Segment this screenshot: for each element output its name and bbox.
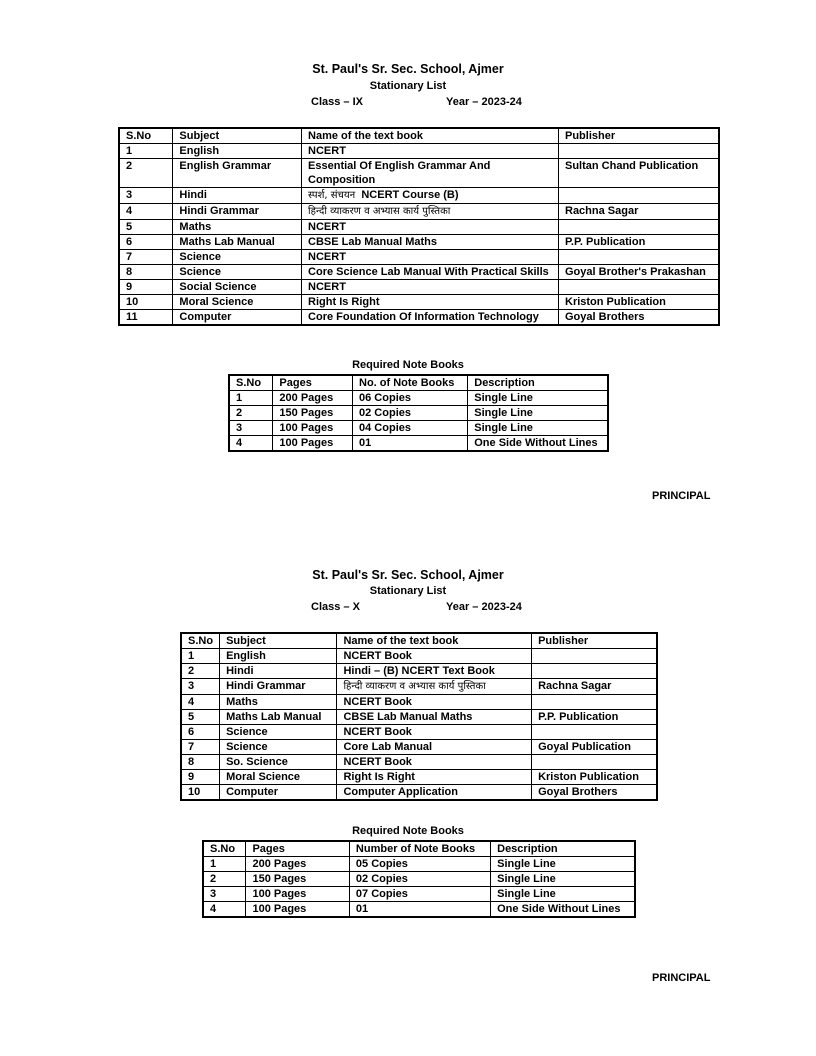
cell-textbook bbox=[302, 235, 559, 250]
cell-subject: Maths bbox=[173, 220, 302, 235]
cell-description: One Side Without Lines bbox=[491, 902, 635, 918]
cell-description: Single Line bbox=[491, 857, 635, 872]
cell-publisher bbox=[559, 220, 720, 235]
cell-subject: Maths Lab Manual bbox=[173, 235, 302, 250]
cell-subject: Science bbox=[173, 265, 302, 280]
cell-subject: Science bbox=[173, 250, 302, 265]
cell-publisher bbox=[532, 725, 657, 740]
cell-count: 02 Copies bbox=[349, 872, 490, 887]
cell-subject: Computer bbox=[220, 785, 337, 801]
cell-sno: 6 bbox=[119, 235, 173, 250]
principal-signature-1: PRINCIPAL bbox=[652, 490, 711, 502]
cell-textbook bbox=[337, 679, 532, 695]
cell-sno: 10 bbox=[181, 785, 220, 801]
table-header-row bbox=[119, 128, 719, 144]
cell-subject: Computer bbox=[173, 310, 302, 326]
cell-publisher: Sultan Chand Publication bbox=[559, 159, 720, 188]
cell-sno: 3 bbox=[119, 188, 173, 204]
cell-subject: Moral Science bbox=[173, 295, 302, 310]
textbook-hindi-name: हिन्दी व्याकरण व अभ्यास कार्य पुस्तिका bbox=[308, 206, 451, 217]
cell-textbook bbox=[302, 250, 559, 265]
notebooks-table-2 bbox=[202, 840, 636, 918]
cell-sno: 2 bbox=[229, 406, 273, 421]
column-header: Description bbox=[491, 841, 635, 857]
table-header-row bbox=[229, 375, 608, 391]
cell-subject: Moral Science bbox=[220, 770, 337, 785]
cell-publisher: P.P. Publication bbox=[532, 710, 657, 725]
cell-subject: English bbox=[220, 649, 337, 664]
table-row bbox=[229, 391, 608, 406]
textbook-name: CBSE Lab Manual Maths bbox=[343, 711, 473, 723]
table-row bbox=[229, 436, 608, 452]
column-header: Name of the text book bbox=[337, 633, 532, 649]
cell-sno: 10 bbox=[119, 295, 173, 310]
table-header-row bbox=[203, 841, 635, 857]
table-row bbox=[181, 679, 657, 695]
textbook-name: Core Science Lab Manual With Practical Skills bbox=[308, 266, 549, 278]
school-name-2: St. Paul's Sr. Sec. School, Ajmer bbox=[312, 568, 504, 582]
cell-textbook bbox=[302, 220, 559, 235]
cell-subject: Hindi Grammar bbox=[220, 679, 337, 695]
table-row bbox=[119, 250, 719, 265]
textbook-name: Essential Of English Grammar And Composition bbox=[308, 160, 491, 186]
cell-sno: 1 bbox=[229, 391, 273, 406]
cell-pages: 200 Pages bbox=[246, 857, 349, 872]
cell-subject: Maths bbox=[220, 695, 337, 710]
textbook-name: Hindi – (B) NCERT Text Book bbox=[343, 665, 495, 677]
cell-subject: Hindi Grammar bbox=[173, 204, 302, 220]
cell-description: Single Line bbox=[468, 406, 608, 421]
table-row bbox=[119, 265, 719, 280]
textbook-name: NCERT Book bbox=[343, 756, 412, 768]
cell-textbook bbox=[337, 755, 532, 770]
cell-pages: 150 Pages bbox=[273, 406, 353, 421]
table-row bbox=[203, 857, 635, 872]
cell-sno: 3 bbox=[203, 887, 246, 902]
cell-sno: 4 bbox=[119, 204, 173, 220]
cell-textbook bbox=[302, 265, 559, 280]
cell-sno: 5 bbox=[119, 220, 173, 235]
textbook-hindi-name: हिन्दी व्याकरण व अभ्यास कार्य पुस्तिका bbox=[343, 681, 486, 692]
cell-description: One Side Without Lines bbox=[468, 436, 608, 452]
column-header: Pages bbox=[273, 375, 353, 391]
class-label-1: Class – IX bbox=[311, 96, 363, 108]
table-row bbox=[119, 235, 719, 250]
cell-sno: 1 bbox=[203, 857, 246, 872]
cell-publisher bbox=[559, 188, 720, 204]
cell-sno: 2 bbox=[181, 664, 220, 679]
cell-sno: 9 bbox=[119, 280, 173, 295]
textbook-name: Right Is Right bbox=[308, 296, 380, 308]
cell-textbook bbox=[302, 295, 559, 310]
table-row bbox=[229, 406, 608, 421]
cell-count: 06 Copies bbox=[353, 391, 468, 406]
cell-count: 02 Copies bbox=[353, 406, 468, 421]
textbook-name: Right Is Right bbox=[343, 771, 415, 783]
column-header: Subject bbox=[220, 633, 337, 649]
list-heading-2: Stationary List bbox=[369, 585, 447, 597]
cell-textbook bbox=[302, 144, 559, 159]
column-header: Publisher bbox=[532, 633, 657, 649]
cell-textbook bbox=[337, 664, 532, 679]
textbook-name: NCERT Book bbox=[343, 650, 412, 662]
cell-pages: 100 Pages bbox=[246, 902, 349, 918]
cell-sno: 7 bbox=[119, 250, 173, 265]
cell-pages: 100 Pages bbox=[273, 421, 353, 436]
cell-textbook bbox=[302, 310, 559, 326]
table-row bbox=[229, 421, 608, 436]
class-label-2: Class – X bbox=[311, 601, 360, 613]
cell-subject: English bbox=[173, 144, 302, 159]
cell-textbook bbox=[302, 159, 559, 188]
table-row bbox=[181, 664, 657, 679]
cell-subject: Hindi bbox=[173, 188, 302, 204]
cell-sno: 1 bbox=[181, 649, 220, 664]
cell-publisher bbox=[559, 144, 720, 159]
column-header: Publisher bbox=[559, 128, 720, 144]
cell-publisher bbox=[532, 664, 657, 679]
cell-pages: 200 Pages bbox=[273, 391, 353, 406]
cell-pages: 100 Pages bbox=[273, 436, 353, 452]
cell-subject: Science bbox=[220, 740, 337, 755]
cell-sno: 3 bbox=[229, 421, 273, 436]
cell-textbook bbox=[337, 649, 532, 664]
cell-publisher: Goyal Publication bbox=[532, 740, 657, 755]
cell-textbook bbox=[337, 695, 532, 710]
cell-sno: 2 bbox=[119, 159, 173, 188]
table-row bbox=[119, 144, 719, 159]
cell-pages: 150 Pages bbox=[246, 872, 349, 887]
cell-textbook bbox=[337, 725, 532, 740]
cell-sno: 11 bbox=[119, 310, 173, 326]
table-row bbox=[181, 785, 657, 801]
column-header: Name of the text book bbox=[302, 128, 559, 144]
column-header: Subject bbox=[173, 128, 302, 144]
column-header: S.No bbox=[181, 633, 220, 649]
table-row bbox=[203, 902, 635, 918]
column-header: S.No bbox=[203, 841, 246, 857]
textbook-name: NCERT Course (B) bbox=[361, 189, 459, 201]
cell-publisher: Goyal Brothers bbox=[532, 785, 657, 801]
cell-publisher bbox=[559, 250, 720, 265]
table-row bbox=[181, 770, 657, 785]
cell-description: Single Line bbox=[468, 421, 608, 436]
cell-textbook bbox=[337, 710, 532, 725]
cell-sno: 5 bbox=[181, 710, 220, 725]
table-row bbox=[119, 280, 719, 295]
table-row bbox=[119, 188, 719, 204]
cell-description: Single Line bbox=[491, 887, 635, 902]
cell-sno: 4 bbox=[181, 695, 220, 710]
cell-textbook bbox=[302, 280, 559, 295]
cell-count: 01 bbox=[353, 436, 468, 452]
cell-textbook bbox=[302, 188, 559, 204]
cell-subject: English Grammar bbox=[173, 159, 302, 188]
table-row bbox=[119, 220, 719, 235]
column-header: Description bbox=[468, 375, 608, 391]
textbook-name: NCERT bbox=[308, 281, 346, 293]
textbook-name: NCERT bbox=[308, 145, 346, 157]
textbook-name: Computer Application bbox=[343, 786, 458, 798]
column-header: S.No bbox=[229, 375, 273, 391]
cell-subject: Hindi bbox=[220, 664, 337, 679]
cell-description: Single Line bbox=[468, 391, 608, 406]
cell-publisher: Rachna Sagar bbox=[532, 679, 657, 695]
textbooks-table-1 bbox=[118, 127, 720, 326]
textbook-name: Core Lab Manual bbox=[343, 741, 433, 753]
cell-textbook bbox=[302, 204, 559, 220]
cell-description: Single Line bbox=[491, 872, 635, 887]
column-header: S.No bbox=[119, 128, 173, 144]
cell-publisher: Kriston Publication bbox=[559, 295, 720, 310]
cell-sno: 8 bbox=[181, 755, 220, 770]
textbook-name: NCERT bbox=[308, 251, 346, 263]
cell-publisher bbox=[532, 695, 657, 710]
table-row bbox=[181, 695, 657, 710]
cell-count: 04 Copies bbox=[353, 421, 468, 436]
cell-subject: Science bbox=[220, 725, 337, 740]
cell-sno: 6 bbox=[181, 725, 220, 740]
table-row bbox=[181, 740, 657, 755]
cell-publisher bbox=[532, 649, 657, 664]
textbook-name: NCERT bbox=[308, 221, 346, 233]
cell-count: 05 Copies bbox=[349, 857, 490, 872]
cell-publisher: Rachna Sagar bbox=[559, 204, 720, 220]
cell-textbook bbox=[337, 740, 532, 755]
textbook-name: NCERT Book bbox=[343, 696, 412, 708]
column-header: Number of Note Books bbox=[349, 841, 490, 857]
principal-signature-2: PRINCIPAL bbox=[652, 972, 711, 984]
table-row bbox=[203, 887, 635, 902]
table-row bbox=[119, 159, 719, 188]
column-header: No. of Note Books bbox=[353, 375, 468, 391]
cell-sno: 4 bbox=[229, 436, 273, 452]
cell-pages: 100 Pages bbox=[246, 887, 349, 902]
cell-sno: 2 bbox=[203, 872, 246, 887]
table-row bbox=[181, 755, 657, 770]
textbook-hindi-name: स्पर्श, संचयन bbox=[308, 190, 356, 201]
cell-sno: 8 bbox=[119, 265, 173, 280]
cell-publisher: Kriston Publication bbox=[532, 770, 657, 785]
year-label-2: Year – 2023-24 bbox=[446, 601, 522, 613]
column-header: Pages bbox=[246, 841, 349, 857]
table-row bbox=[181, 725, 657, 740]
year-label-1: Year – 2023-24 bbox=[446, 96, 522, 108]
notebooks-table-1 bbox=[228, 374, 609, 452]
table-row bbox=[181, 649, 657, 664]
table-row bbox=[119, 310, 719, 326]
cell-textbook bbox=[337, 770, 532, 785]
notebooks-title-2: Required Note Books bbox=[352, 825, 464, 837]
cell-count: 07 Copies bbox=[349, 887, 490, 902]
cell-textbook bbox=[337, 785, 532, 801]
cell-publisher bbox=[559, 280, 720, 295]
notebooks-title-1: Required Note Books bbox=[352, 359, 464, 371]
cell-subject: Maths Lab Manual bbox=[220, 710, 337, 725]
cell-sno: 4 bbox=[203, 902, 246, 918]
cell-subject: Social Science bbox=[173, 280, 302, 295]
cell-sno: 9 bbox=[181, 770, 220, 785]
cell-count: 01 bbox=[349, 902, 490, 918]
cell-publisher bbox=[532, 755, 657, 770]
table-row bbox=[203, 872, 635, 887]
table-row bbox=[119, 295, 719, 310]
school-name-1: St. Paul's Sr. Sec. School, Ajmer bbox=[312, 62, 504, 76]
cell-publisher: Goyal Brother's Prakashan bbox=[559, 265, 720, 280]
table-row bbox=[119, 204, 719, 220]
table-row bbox=[181, 710, 657, 725]
list-heading-1: Stationary List bbox=[369, 80, 447, 92]
cell-subject: So. Science bbox=[220, 755, 337, 770]
cell-sno: 1 bbox=[119, 144, 173, 159]
cell-publisher: P.P. Publication bbox=[559, 235, 720, 250]
cell-sno: 7 bbox=[181, 740, 220, 755]
cell-sno: 3 bbox=[181, 679, 220, 695]
textbooks-table-2 bbox=[180, 632, 658, 801]
cell-publisher: Goyal Brothers bbox=[559, 310, 720, 326]
textbook-name: NCERT Book bbox=[343, 726, 412, 738]
textbook-name: Core Foundation Of Information Technology bbox=[308, 311, 539, 323]
table-header-row bbox=[181, 633, 657, 649]
textbook-name: CBSE Lab Manual Maths bbox=[308, 236, 437, 248]
